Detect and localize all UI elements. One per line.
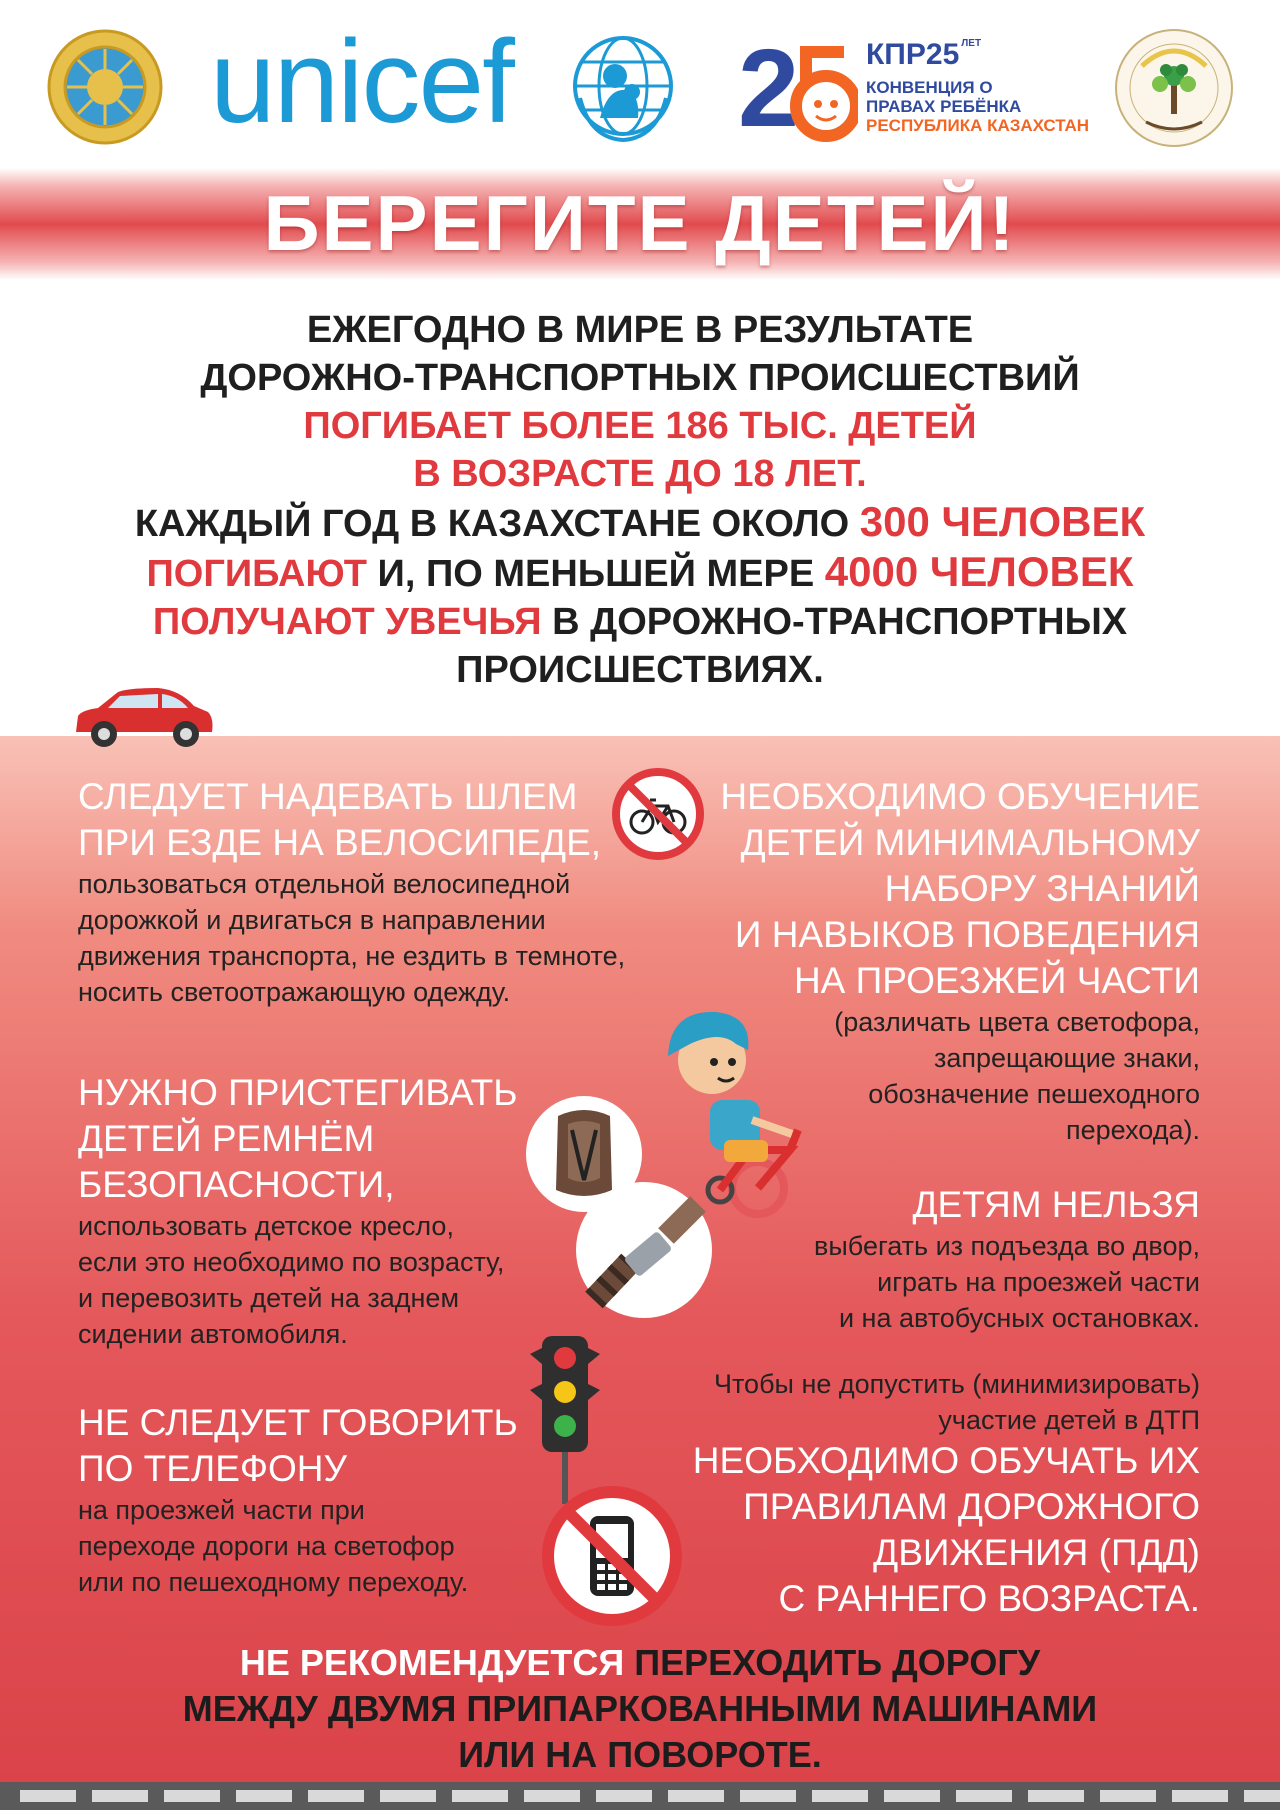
tip-helmet-body-2: дорожкой и двигаться в направлении — [78, 905, 546, 935]
intro-line-7b: В ДОРОЖНО-ТРАНСПОРТНЫХ — [541, 601, 1128, 643]
tip-forbidden-heading-1: ДЕТЯМ НЕЛЬЗЯ — [912, 1184, 1200, 1225]
tip-training-body-4: перехода). — [1066, 1115, 1200, 1145]
seatbelt-buckle-icon — [574, 1180, 714, 1320]
header — [0, 0, 1280, 168]
crosswalk-stripe — [20, 1790, 76, 1802]
intro-line-3: ПОГИБАЕТ БОЛЕЕ 186 ТЫС. ДЕТЕЙ — [303, 405, 977, 447]
crosswalk-stripe — [308, 1790, 364, 1802]
kpr-years: ЛЕТ — [961, 38, 982, 49]
bottom-line-1 — [60, 1640, 1220, 1686]
intro-line-6 — [60, 548, 1220, 598]
crosswalk-stripe — [668, 1790, 724, 1802]
tip-training-body-1: (различать цвета светофора, — [834, 1007, 1200, 1037]
tip-forbidden-body-1: выбегать из подъезда во двор, — [814, 1231, 1200, 1261]
stat-4000: 4000 ЧЕЛОВЕК — [824, 548, 1134, 595]
bottom-line-3: ИЛИ НА ПОВОРОТЕ. — [458, 1734, 822, 1775]
bottom-warning — [60, 1640, 1220, 1778]
svg-text:2: 2 — [738, 27, 800, 148]
tip-rules-heading-4: С РАННЕГО ВОЗРАСТА. — [778, 1578, 1200, 1619]
tip-forbidden-body-2: играть на проезжей части — [877, 1267, 1200, 1297]
tip-helmet-body-1: пользоваться отдельной велосипедной — [78, 869, 571, 899]
kpr-badge: КПР25 — [866, 38, 960, 71]
crosswalk-stripe — [380, 1790, 436, 1802]
intro-line-5 — [60, 498, 1220, 548]
kpr-line-3: РЕСПУБЛИКА КАЗАХСТАН — [866, 116, 1090, 135]
stat-300: 300 ЧЕЛОВЕК — [859, 498, 1146, 545]
tip-phone-body-1: на проезжей части при — [78, 1495, 365, 1525]
tip-phone-body-3: или по пешеходному переходу. — [78, 1567, 469, 1597]
tip-rules-heading-2: ПРАВИЛАМ ДОРОЖНОГО — [743, 1486, 1200, 1527]
bottom-line-1a: НЕ РЕКОМЕНДУЕТСЯ — [239, 1642, 625, 1683]
tip-rules-body-1: Чтобы не допустить (минимизировать) — [714, 1369, 1200, 1399]
crosswalk-stripe — [884, 1790, 940, 1802]
tip-phone-body-2: переходе дороги на светофор — [78, 1531, 455, 1561]
no-bicycle-icon — [612, 768, 704, 860]
tip-rules — [630, 1366, 1200, 1622]
page-title: БЕРЕГИТЕ ДЕТЕЙ! — [263, 179, 1017, 267]
kpr25-logo-icon — [738, 26, 858, 148]
tip-belt-body-2: если это необходимо по возрасту, — [78, 1247, 505, 1277]
intro-line-7a: ПОЛУЧАЮТ УВЕЧЬЯ — [152, 601, 542, 643]
tip-belt — [78, 1070, 598, 1352]
crosswalk-strip — [0, 1782, 1280, 1810]
tip-belt-body-4: сидении автомобиля. — [78, 1319, 348, 1349]
crosswalk-stripe — [596, 1790, 652, 1802]
tip-belt-heading-1: НУЖНО ПРИСТЕГИВАТЬ — [78, 1072, 518, 1113]
crosswalk-stripe — [1172, 1790, 1228, 1802]
tip-forbidden — [700, 1182, 1200, 1336]
tip-belt-body-1: использовать детское кресло, — [78, 1211, 454, 1241]
tip-rules-heading-1: НЕОБХОДИМО ОБУЧАТЬ ИХ — [692, 1440, 1200, 1481]
tip-training-heading-1: НЕОБХОДИМО ОБУЧЕНИЕ — [720, 776, 1200, 817]
tip-training-heading-4: И НАВЫКОВ ПОВЕДЕНИЯ — [734, 914, 1200, 955]
intro-line-2: ДОРОЖНО-ТРАНСПОРТНЫХ ПРОИСШЕСТВИЙ — [200, 357, 1080, 399]
tip-phone — [78, 1400, 558, 1600]
tip-belt-body-3: и перевозить детей на заднем — [78, 1283, 460, 1313]
tip-training-heading-2: ДЕТЕЙ МИНИМАЛЬНОМУ — [740, 822, 1200, 863]
tip-helmet-heading-2: ПРИ ЕЗДЕ НА ВЕЛОСИПЕДЕ, — [78, 822, 602, 863]
tip-rules-body-2: участие детей в ДТП — [938, 1405, 1200, 1435]
tip-helmet — [78, 774, 638, 1010]
kpr-line-1: КОНВЕНЦИЯ О — [866, 78, 993, 97]
crosswalk-stripe — [1244, 1790, 1280, 1802]
tip-forbidden-body-3: и на автобусных остановках. — [838, 1303, 1200, 1333]
tip-phone-heading-2: ПО ТЕЛЕФОНУ — [78, 1448, 348, 1489]
tip-training-body-3: обозначение пешеходного — [868, 1079, 1200, 1109]
tip-helmet-body-4: носить светоотражающую одежду. — [78, 977, 511, 1007]
red-car-icon — [68, 684, 218, 754]
tip-training-heading-5: НА ПРОЕЗЖЕЙ ЧАСТИ — [793, 960, 1200, 1001]
crosswalk-stripe — [956, 1790, 1012, 1802]
tip-belt-heading-2: ДЕТЕЙ РЕМНЁМ — [78, 1118, 375, 1159]
tree-emblem-icon — [1112, 26, 1236, 150]
kazakhstan-emblem-icon — [46, 28, 164, 146]
crosswalk-stripe — [1100, 1790, 1156, 1802]
intro-line-5a: КАЖДЫЙ ГОД В КАЗАХСТАНЕ ОКОЛО — [134, 503, 860, 545]
crosswalk-stripe — [812, 1790, 868, 1802]
crosswalk-stripe — [740, 1790, 796, 1802]
bottom-line-2: МЕЖДУ ДВУМЯ ПРИПАРКОВАННЫМИ МАШИНАМИ — [182, 1688, 1098, 1729]
intro-line-7 — [60, 598, 1220, 646]
tip-phone-heading-1: НЕ СЛЕДУЕТ ГОВОРИТЬ — [78, 1402, 518, 1443]
tip-training-heading-3: НАБОРУ ЗНАНИЙ — [884, 868, 1200, 909]
tip-training-body-2: запрещающие знаки, — [933, 1043, 1200, 1073]
intro-text — [60, 306, 1220, 694]
intro-line-1: ЕЖЕГОДНО В МИРЕ В РЕЗУЛЬТАТЕ — [306, 309, 974, 351]
bottom-line-1b: ПЕРЕХОДИТЬ ДОРОГУ — [624, 1642, 1041, 1683]
tip-helmet-body-3: движения транспорта, не ездить в темноте, — [78, 941, 626, 971]
crosswalk-stripe — [524, 1790, 580, 1802]
intro-line-6b: И, ПО МЕНЬШЕЙ МЕРЕ — [366, 553, 825, 595]
kpr-line-2: ПРАВАХ РЕБЁНКА — [866, 97, 1022, 116]
intro-line-8: ПРОИСШЕСТВИЯХ. — [456, 649, 824, 691]
intro-line-6a: ПОГИБАЮТ — [146, 553, 367, 595]
tip-helmet-heading-1: СЛЕДУЕТ НАДЕВАТЬ ШЛЕМ — [78, 776, 578, 817]
tip-rules-heading-3: ДВИЖЕНИЯ (ПДД) — [873, 1532, 1200, 1573]
crosswalk-stripe — [452, 1790, 508, 1802]
unicef-logo-text: unicef — [210, 16, 513, 148]
tip-belt-heading-3: БЕЗОПАСНОСТИ, — [78, 1164, 395, 1205]
crosswalk-stripe — [164, 1790, 220, 1802]
crosswalk-stripe — [236, 1790, 292, 1802]
intro-line-4: В ВОЗРАСТЕ ДО 18 ЛЕТ. — [413, 453, 867, 495]
crosswalk-stripe — [1028, 1790, 1084, 1802]
crosswalk-stripe — [92, 1790, 148, 1802]
unicef-globe-icon — [560, 28, 686, 154]
